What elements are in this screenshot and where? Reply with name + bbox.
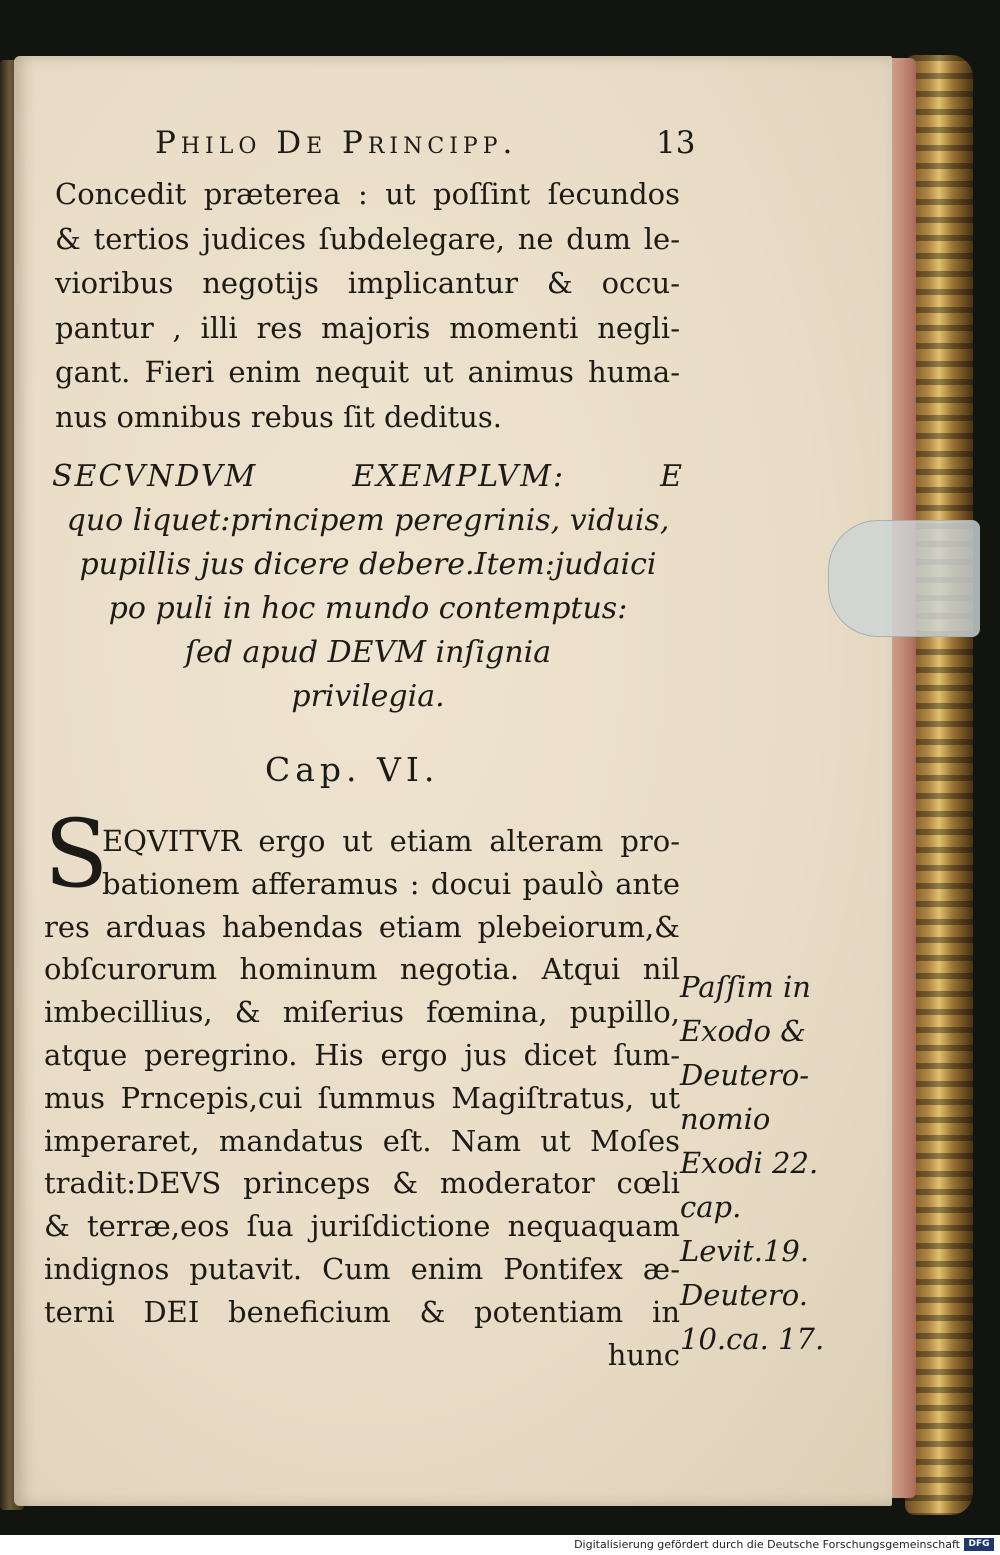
text-line: res arduas habendas etiam plebeiorum,&: [44, 909, 680, 944]
heading-line: po puli in hoc mundo contemptus:: [108, 591, 628, 626]
text-line: tradit:DEVS princeps & moderator cœli: [44, 1166, 680, 1201]
marginal-notes: [680, 965, 840, 1361]
bookmark-tab: [828, 520, 980, 637]
marginal-note: cap.: [680, 1190, 742, 1224]
chapter-title: Cap. VI.: [265, 750, 440, 789]
drop-capital: S: [44, 800, 109, 909]
dfg-logo: DFG: [964, 1538, 994, 1551]
page-number: 13: [656, 125, 696, 161]
text-line: & terræ,eos ſua juriſdictione nequaquam: [44, 1209, 680, 1244]
text-line: gant. Fieri enim nequit ut animus huma-: [55, 355, 680, 389]
heading-line: ſed apud DEVM inſignia: [184, 635, 552, 670]
text-line: bationem afferamus : docui paulò ante: [102, 866, 680, 901]
text-line: mus Prncepis,cui ſummus Magiſtratus, ut: [44, 1080, 680, 1115]
text-line: Concedit præterea : ut poſſint ſecundos: [55, 177, 680, 211]
text-line: indignos putavit. Cum enim Pontifex æ-: [44, 1251, 680, 1286]
text-line: obſcurorum hominum negotia. Atqui nil: [44, 952, 680, 987]
section-heading: [52, 455, 684, 719]
marginal-note: 10.ca. 17.: [680, 1322, 825, 1356]
text-line: pantur , illi res majoris momenti negli-: [55, 310, 680, 345]
text-line: atque peregrino. His ergo jus dicet ſum-: [44, 1037, 680, 1072]
text-line: nus omnibus rebus ſit deditus.: [55, 399, 502, 434]
marginal-note: Exodo &: [680, 1014, 807, 1048]
heading-line: SECVNDVM EXEMPLVM: E: [52, 459, 684, 494]
catchword: hunc: [607, 1337, 680, 1372]
text-line: & tertios judices ſubdelegare, ne dum le-: [55, 221, 680, 256]
heading-line: pupillis jus dicere debere.Item:judaici: [79, 547, 657, 582]
text-line: terni DEI beneficium & potentiam in: [44, 1294, 680, 1329]
running-head: Philo De Principp.: [155, 125, 518, 161]
digitization-footer: [0, 1535, 1000, 1555]
marginal-note: Deutero-: [680, 1058, 810, 1092]
paragraph-1: [55, 172, 680, 439]
heading-line: quo liquet:principem peregrinis, viduis,: [66, 503, 670, 538]
heading-line: privilegia.: [291, 679, 445, 714]
marginal-note: Paſſim in: [680, 970, 811, 1004]
text-line: imbecillius, & miſerius fœmina, pupillo,: [44, 995, 680, 1030]
marginal-note: Levit.19.: [680, 1234, 810, 1268]
marginal-note: Deutero.: [680, 1278, 808, 1312]
paragraph-2: [44, 820, 680, 1376]
text-line: vioribus negotijs implicantur & occu-: [55, 266, 680, 300]
footer-credit: Digitalisierung gefördert durch die Deutsche Forschungsgemeinschaft: [574, 1538, 960, 1551]
marginal-note: Exodi 22.: [680, 1146, 819, 1180]
text-line: EQVITVR ergo ut etiam alteram pro-: [102, 824, 680, 858]
text-line: imperaret, mandatus eſt. Nam ut Moſes: [44, 1123, 680, 1158]
marginal-note: nomio: [680, 1102, 771, 1136]
